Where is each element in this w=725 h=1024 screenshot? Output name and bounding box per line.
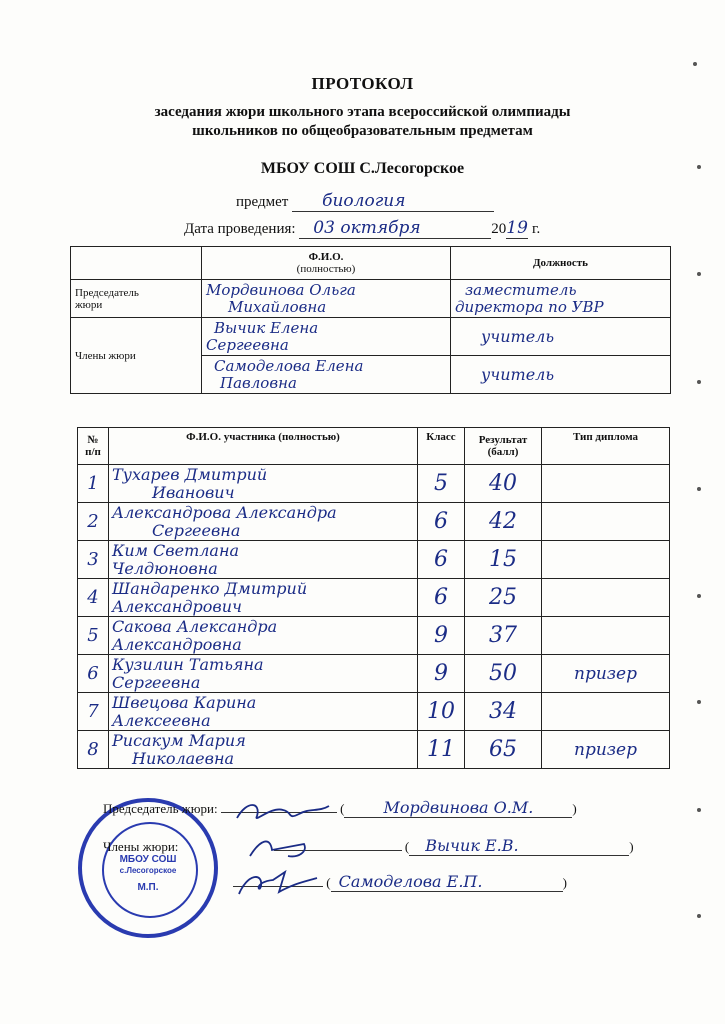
table-row	[78, 579, 670, 617]
row-name-line2: Александрович	[112, 596, 242, 616]
member1-name: Вычик Е.В.	[409, 836, 629, 856]
jury-role-line1: Председатель	[75, 286, 139, 299]
table-row	[78, 693, 670, 731]
jury-name	[202, 280, 451, 318]
jury-role-header	[71, 247, 202, 280]
jury-position: учитель	[451, 318, 671, 356]
row-diploma: призер	[542, 655, 670, 693]
row-score: 40	[465, 465, 542, 503]
table-row	[78, 731, 670, 769]
num-header-line1: №	[87, 434, 99, 446]
row-name	[109, 655, 418, 693]
row-num: 3	[78, 541, 109, 579]
row-name-line1: Рисакум Мария	[112, 730, 246, 750]
row-class: 5	[418, 465, 465, 503]
year-suffix: 19	[506, 218, 528, 238]
class-header: Класс	[418, 428, 465, 465]
row-diploma	[542, 579, 670, 617]
row-name	[109, 693, 418, 731]
jury-header-row	[71, 247, 671, 280]
scan-dot	[697, 380, 701, 384]
date-line	[184, 218, 540, 239]
stamp-line2: с.Лесогорское	[119, 866, 177, 875]
row-diploma	[542, 693, 670, 731]
member2-name: Самоделова Е.П.	[331, 872, 563, 892]
row-diploma	[542, 541, 670, 579]
table-row	[78, 465, 670, 503]
member2-signature-line: ( Самоделова Е.П. )	[233, 872, 567, 892]
doc-title: ПРОТОКОЛ	[311, 74, 414, 93]
row-score: 65	[465, 731, 542, 769]
row-num: 8	[78, 731, 109, 769]
jury-row	[71, 318, 671, 356]
row-name	[109, 503, 418, 541]
jury-name-line1: Самоделова Елена	[214, 356, 364, 375]
stamp-line3: М.П.	[137, 882, 159, 893]
row-score: 15	[465, 541, 542, 579]
row-name	[109, 617, 418, 655]
table-row	[78, 617, 670, 655]
jury-name-line2: Сергеевна	[206, 335, 289, 354]
table-row	[78, 541, 670, 579]
date-value: 03 октября	[299, 218, 491, 239]
jury-name	[202, 318, 451, 356]
chair-signature	[221, 812, 337, 813]
jury-position-line2: директора по УВР	[455, 297, 604, 316]
jury-position	[451, 280, 671, 318]
row-name-line1: Швецова Карина	[112, 692, 257, 712]
scan-dot	[697, 487, 701, 491]
jury-row	[71, 280, 671, 318]
member2-signature	[233, 886, 323, 887]
row-name-line1: Ким Светлана	[112, 540, 240, 560]
row-name-line2: Александровна	[112, 634, 242, 654]
jury-role-line2: жюри	[75, 298, 103, 311]
school-name: МБОУ СОШ С.Лесогорское	[260, 160, 465, 177]
year-prefix: 20	[491, 221, 507, 237]
row-class: 10	[418, 693, 465, 731]
row-name-line2: Иванович	[152, 482, 235, 502]
jury-name-line1: Мордвинова Ольга	[206, 280, 356, 299]
row-score: 42	[465, 503, 542, 541]
jury-position-header: Должность	[451, 247, 671, 280]
jury-fio-header-sub: (полностью)	[296, 263, 356, 275]
row-score: 37	[465, 617, 542, 655]
row-diploma	[542, 503, 670, 541]
row-class: 11	[418, 731, 465, 769]
row-name-line1: Сакова Александра	[112, 616, 278, 636]
member1-signature-scribble	[244, 834, 344, 862]
subject-label: предмет	[236, 194, 289, 210]
chair-label: Председатель жюри:	[103, 801, 218, 816]
row-num: 1	[78, 465, 109, 503]
row-name-line1: Кузилин Татьяна	[112, 654, 264, 674]
row-name-line2: Николаевна	[132, 748, 235, 768]
row-score: 34	[465, 693, 542, 731]
jury-position-line1: заместитель	[465, 280, 577, 299]
jury-role	[71, 280, 202, 318]
participants-header-row	[78, 428, 670, 465]
row-name-line2: Алексеевна	[112, 710, 211, 730]
row-name	[109, 731, 418, 769]
num-header-line2: п/п	[85, 446, 101, 458]
member2-signature-scribble	[233, 868, 323, 898]
participants-table	[77, 427, 670, 769]
scan-dot	[697, 594, 701, 598]
row-score: 25	[465, 579, 542, 617]
diploma-header: Тип диплома	[542, 428, 670, 465]
name-header: Ф.И.О. участника (полностью)	[109, 428, 418, 465]
row-diploma: призер	[542, 731, 670, 769]
result-header	[465, 428, 542, 465]
row-name-line2: Челдюновна	[112, 558, 218, 578]
chair-signature-line: Председатель жюри: ( Мордвинова О.М. )	[103, 798, 577, 818]
row-name	[109, 465, 418, 503]
jury-fio-header	[202, 247, 451, 280]
row-name	[109, 541, 418, 579]
date-label: Дата проведения:	[184, 221, 296, 237]
row-class: 6	[418, 579, 465, 617]
result-header-line1: Результат	[478, 434, 528, 446]
row-class: 6	[418, 541, 465, 579]
row-num: 4	[78, 579, 109, 617]
row-class: 6	[418, 503, 465, 541]
members-signature-line: Члены жюри: ( Вычик Е.В. )	[103, 836, 634, 856]
jury-role	[71, 318, 202, 394]
jury-name	[202, 356, 451, 394]
jury-table	[70, 246, 671, 394]
row-num: 5	[78, 617, 109, 655]
participants-body	[78, 465, 670, 769]
table-row	[78, 503, 670, 541]
row-name-line1: Александрова Александра	[112, 502, 337, 522]
row-class: 9	[418, 617, 465, 655]
scan-dot	[697, 914, 701, 918]
subject-value: биология	[292, 191, 494, 212]
jury-role-line1: Члены жюри	[75, 349, 136, 362]
chair-signature-scribble	[227, 798, 337, 824]
row-diploma	[542, 465, 670, 503]
jury-position: учитель	[451, 356, 671, 394]
result-header-line2: (балл)	[487, 446, 519, 458]
stamp-line1: МБОУ СОШ	[119, 854, 177, 865]
member1-signature	[274, 850, 402, 851]
members-label: Члены жюри:	[103, 839, 179, 854]
jury-name-line2: Павловна	[220, 373, 297, 392]
year-unit: г.	[532, 221, 541, 237]
row-name-line1: Шандаренко Дмитрий	[112, 578, 308, 598]
stamp-text	[82, 854, 214, 893]
scan-dot	[697, 272, 701, 276]
row-name	[109, 579, 418, 617]
scan-dot	[693, 62, 697, 66]
row-class: 9	[418, 655, 465, 693]
row-num: 2	[78, 503, 109, 541]
row-num: 6	[78, 655, 109, 693]
table-row	[78, 655, 670, 693]
row-name-line1: Тухарев Дмитрий	[112, 464, 268, 484]
school-stamp	[78, 798, 218, 938]
doc-subtitle	[0, 103, 725, 141]
subject-line	[236, 191, 494, 212]
row-diploma	[542, 617, 670, 655]
jury-fio-header-text: Ф.И.О.	[308, 251, 344, 263]
jury-name-line1: Вычик Елена	[214, 318, 319, 337]
row-name-line2: Сергеевна	[112, 672, 201, 692]
num-header	[78, 428, 109, 465]
chair-name: Мордвинова О.М.	[344, 798, 572, 818]
scan-dot	[697, 700, 701, 704]
scan-dot	[697, 808, 701, 812]
row-score: 50	[465, 655, 542, 693]
jury-name-line2: Михайловна	[228, 297, 327, 316]
row-name-line2: Сергеевна	[152, 520, 241, 540]
subtitle-line-1: заседания жюри школьного этапа всероссийской олимпиады	[154, 104, 571, 120]
row-num: 7	[78, 693, 109, 731]
subtitle-line-2: школьников по общеобразовательным предметам	[192, 123, 533, 139]
